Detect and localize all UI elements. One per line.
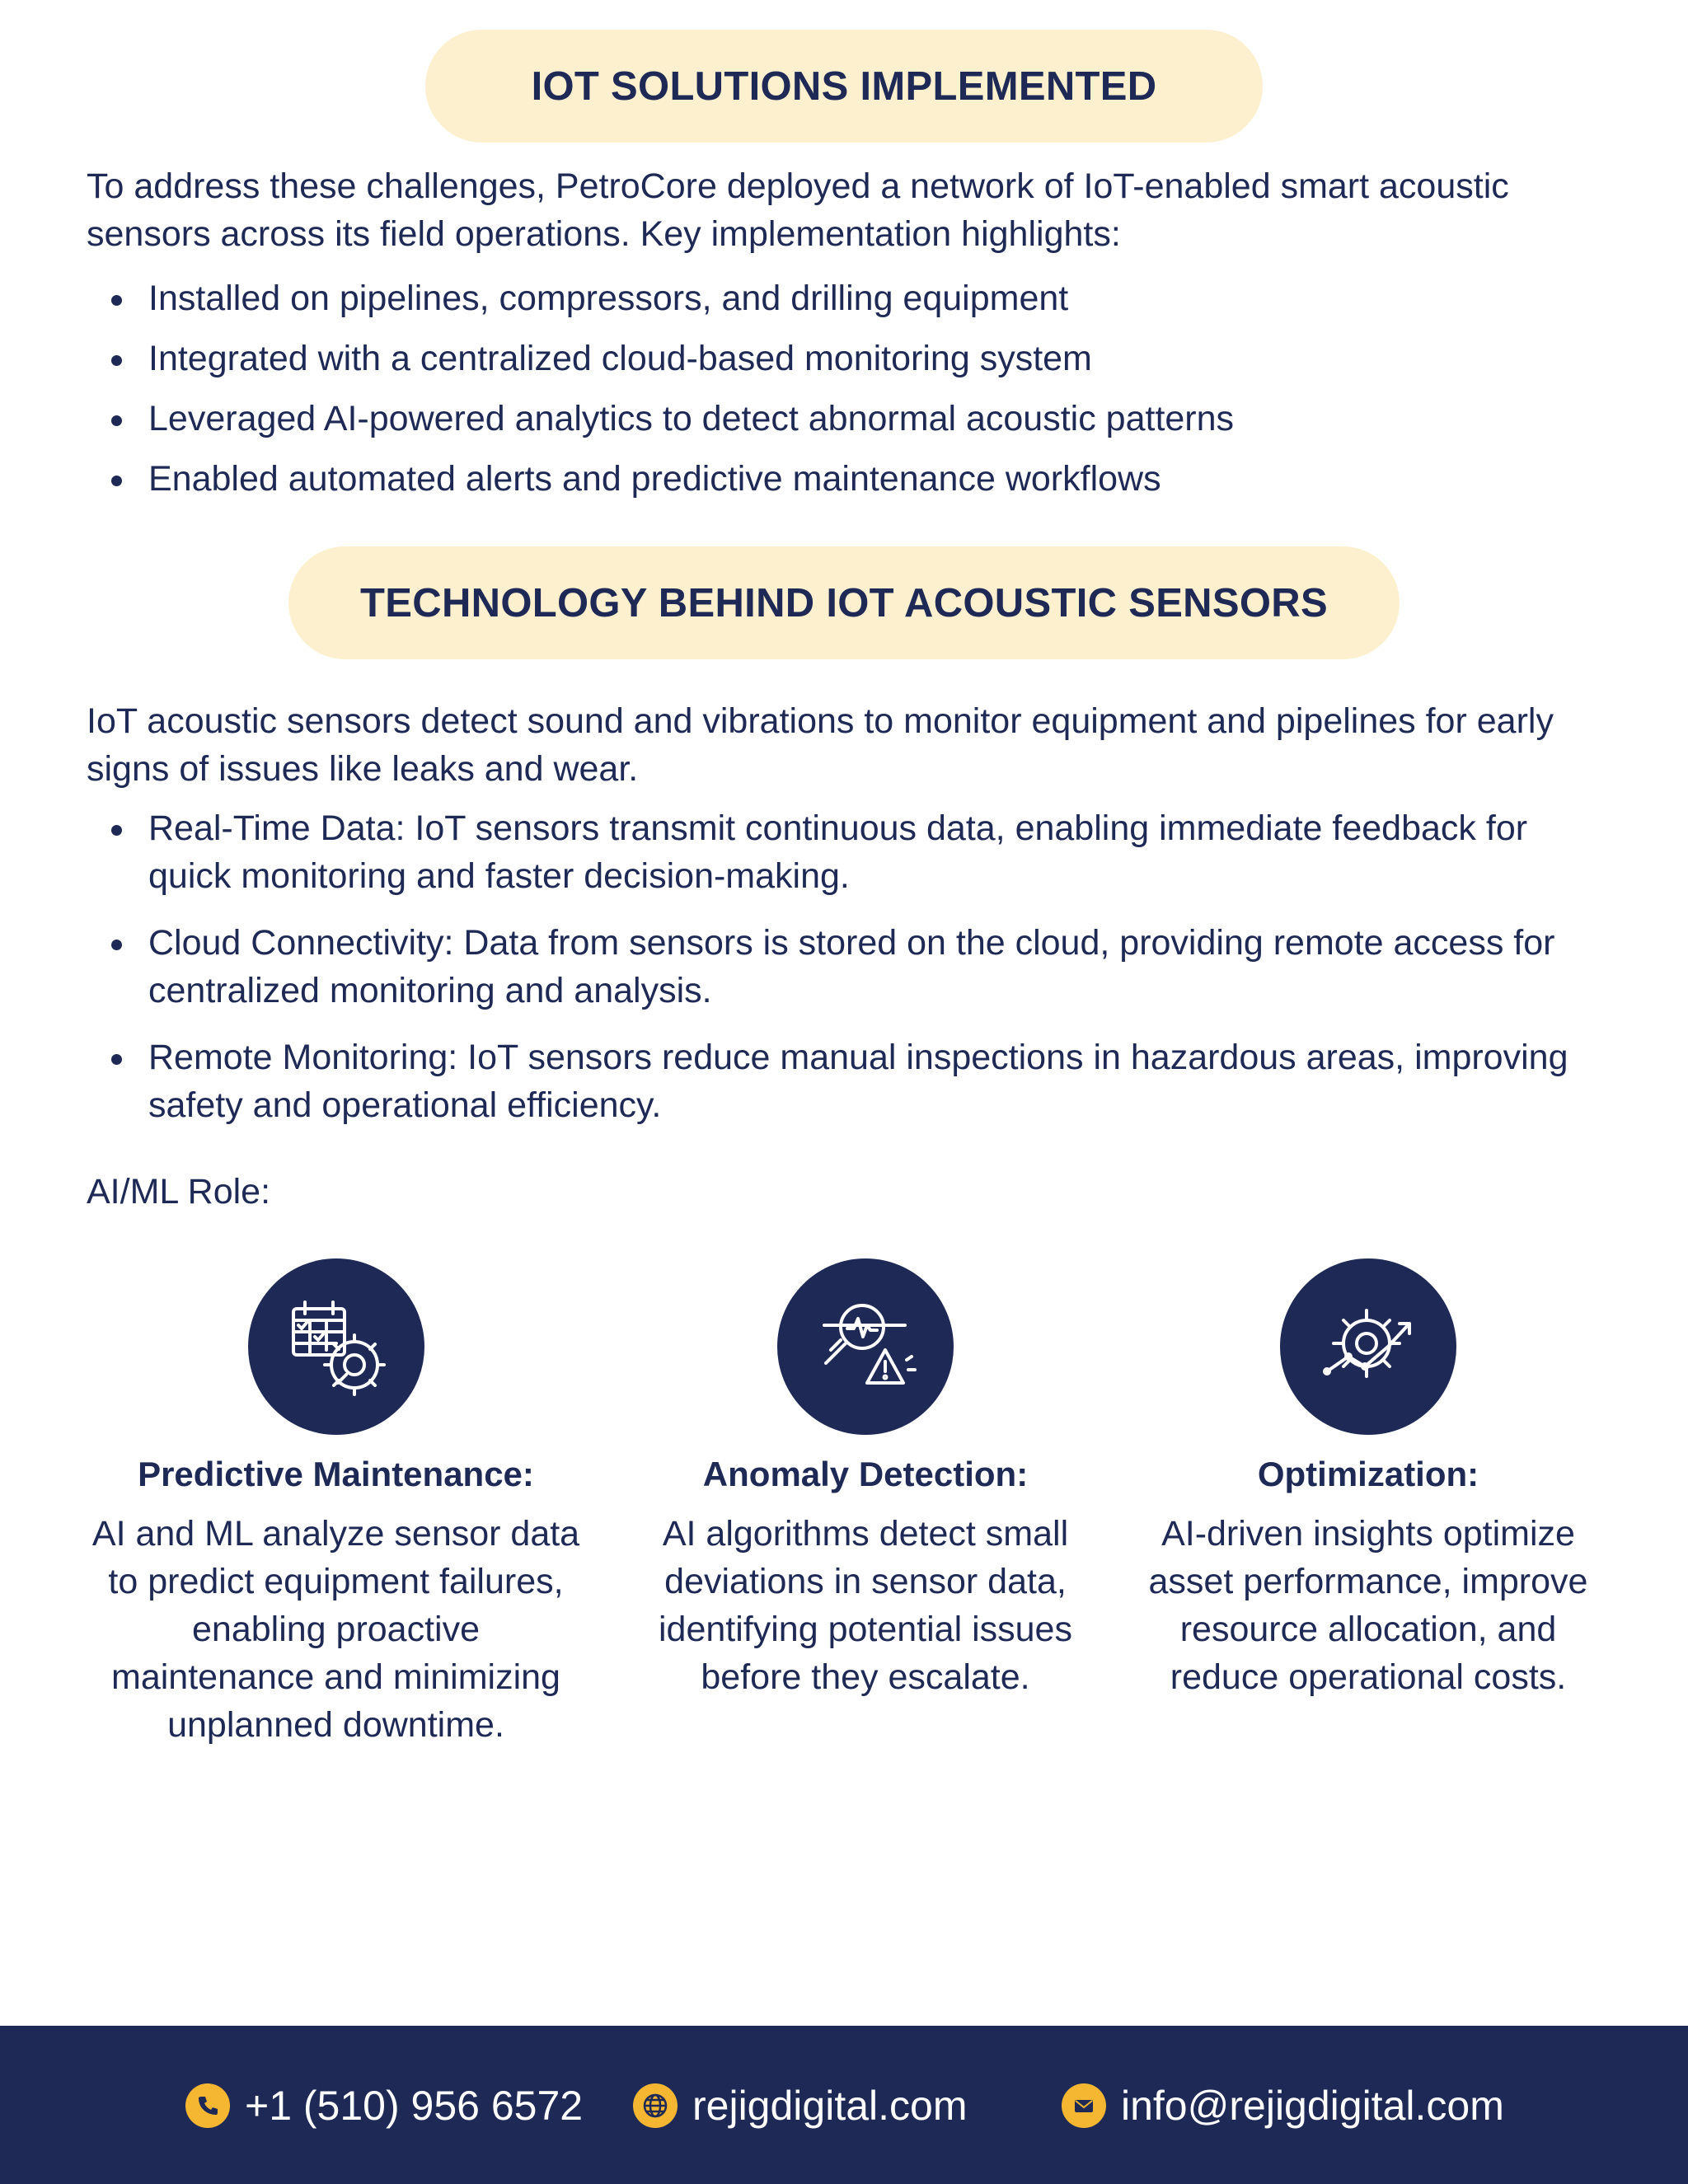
solutions-bullet-list — [87, 274, 1570, 515]
footer — [0, 2026, 1688, 2184]
section-heading-technology: TECHNOLOGY BEHIND IOT ACOUSTIC SENSORS — [288, 546, 1400, 659]
ai-role-label: AI/ML Role: — [87, 1172, 271, 1212]
list-item: Enabled automated alerts and predictive maintenance workflows — [87, 455, 1570, 503]
website-link[interactable] — [633, 2077, 967, 2135]
card-anomaly-detection — [626, 1258, 1104, 1697]
technology-bullet-list — [87, 804, 1570, 1148]
card-text: AI algorithms detect small deviations in sensor data, identifying potential issues before they escalate. — [659, 1514, 1072, 1697]
card-title: Predictive Maintenance: — [138, 1455, 534, 1493]
list-item: Remote Monitoring: IoT sensors reduce manual inspections in hazardous areas, improving safety and operational efficiency. — [87, 1033, 1570, 1129]
email-address: info@rejigdigital.com — [1121, 2083, 1504, 2129]
technology-intro: IoT acoustic sensors detect sound and vibrations to monitor equipment and pipelines for early signs of issues like leaks and wear. — [87, 701, 1554, 789]
list-item: Real-Time Data: IoT sensors transmit continuous data, enabling immediate feedback for quick monitoring and faster decision-making. — [87, 804, 1570, 900]
phone-icon — [185, 2083, 230, 2128]
globe-icon — [633, 2083, 678, 2128]
list-item: Cloud Connectivity: Data from sensors is stored on the cloud, providing remote access for centralized monitoring and analysis. — [87, 919, 1570, 1015]
mail-icon — [1062, 2083, 1106, 2128]
section-heading-solutions: IOT SOLUTIONS IMPLEMENTED — [425, 30, 1263, 143]
card-text: AI-driven insights optimize asset performance, improve resource allocation, and reduce operational costs. — [1148, 1514, 1588, 1697]
phone-number: +1 (510) 956 6572 — [245, 2083, 584, 2129]
solutions-intro: To address these challenges, PetroCore deployed a network of IoT-enabled smart acoustic sensors across its field operations. Key implementation highlights: — [87, 166, 1509, 254]
magnifier-warning-icon — [777, 1258, 954, 1435]
gear-growth-chart-icon — [1280, 1258, 1456, 1435]
list-item: Integrated with a centralized cloud-based monitoring system — [87, 335, 1570, 382]
email-link[interactable] — [1062, 2077, 1504, 2135]
list-item: Installed on pipelines, compressors, and drilling equipment — [87, 274, 1570, 322]
website-url: rejigdigital.com — [692, 2083, 968, 2129]
card-title: Anomaly Detection: — [702, 1455, 1029, 1493]
card-optimization — [1137, 1258, 1599, 1697]
card-text: AI and ML analyze sensor data to predict equipment failures, enabling proactive maintenance and minimizing unplanned downtime. — [91, 1514, 580, 1745]
card-title: Optimization: — [1257, 1455, 1479, 1493]
list-item: Leveraged AI-powered analytics to detect abnormal acoustic patterns — [87, 395, 1570, 443]
calendar-gear-wrench-icon — [248, 1258, 424, 1435]
card-predictive-maintenance — [87, 1258, 585, 1745]
phone-contact[interactable] — [185, 2077, 583, 2135]
